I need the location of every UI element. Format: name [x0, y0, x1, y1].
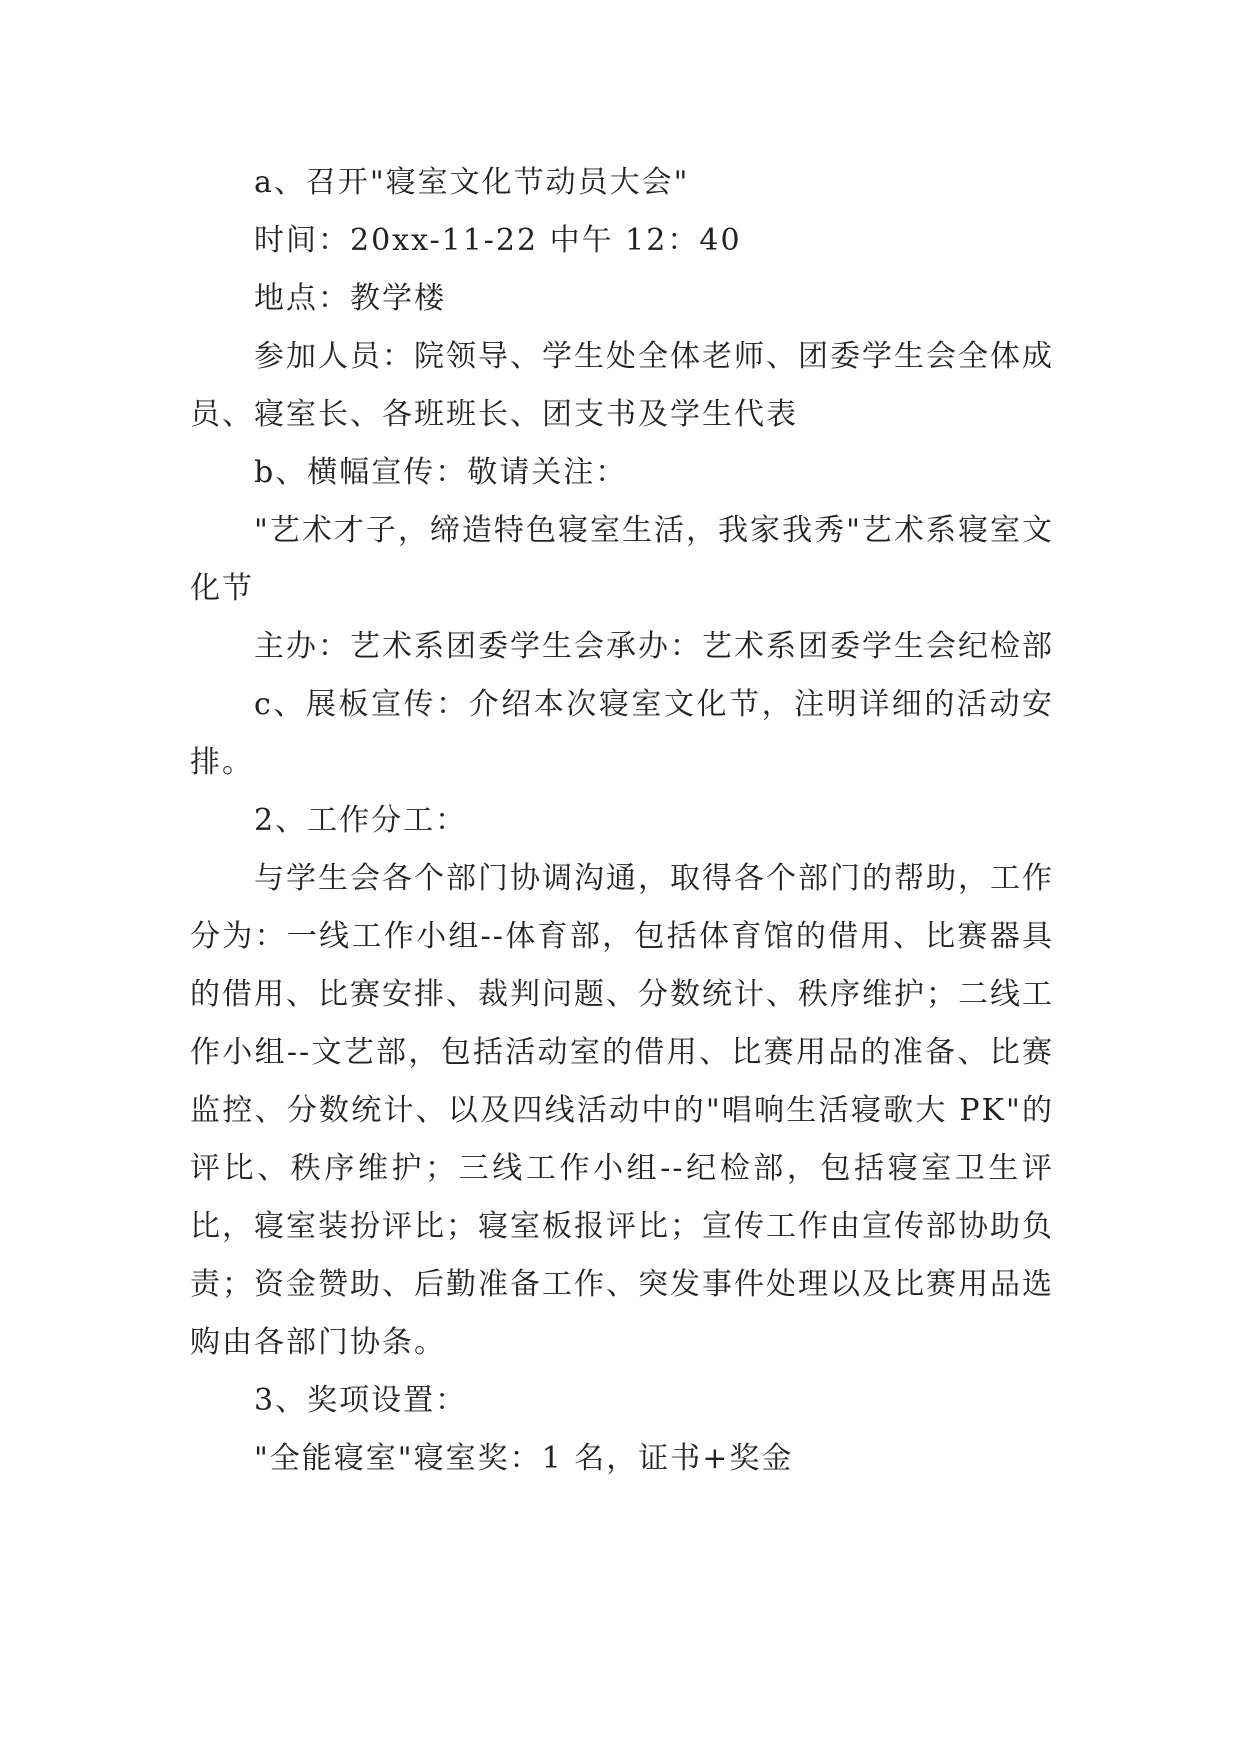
heading-awards: 3、奖项设置： [254, 1383, 468, 1418]
document-page [190, 154, 1054, 1488]
paragraph-time: 时间：20xx-11-22 中午 12：40 [254, 223, 742, 258]
paragraph-division-of-work: 与学生会各个部门协调沟通，取得各个部门的帮助，工作分为：一线工作小组--体育部，包括体育馆的借用、比赛器具的借用、比赛安排、裁判问题、分数统计、秩序维护；二线工作小组--文艺部，包括活动室的借用、比赛用品的准备、比赛监控、分数统计、以及四线活动中的"唱响生活寝歌大 PK"的评比、秩序维护；三线工作小组--纪检部，包括寝室卫生评比，寝室装扮评比；寝室板报评比；宣传工作由宣传部协助负责；资金赞助、后勤准备工作、突发事件处理以及比赛用品选购由各部门协条。 [190, 861, 1054, 1360]
paragraph-meeting: a、召开"寝室文化节动员大会" [254, 165, 690, 200]
paragraph-award-all-round: "全能寝室"寝室奖：1 名，证书+奖金 [254, 1441, 794, 1476]
paragraph-banner: b、横幅宣传：敬请关注： [254, 455, 628, 490]
paragraph-location: 地点：教学楼 [254, 281, 446, 316]
paragraph-display-board: c、展板宣传：介绍本次寝室文化节，注明详细的活动安排。 [190, 687, 1054, 780]
paragraph-slogan: "艺术才子，缔造特色寝室生活，我家我秀"艺术系寝室文化节 [190, 513, 1054, 606]
paragraph-participants: 参加人员：院领导、学生处全体老师、团委学生会全体成员、寝室长、各班班长、团支书及学生代表 [190, 339, 1054, 432]
paragraph-organizers: 主办：艺术系团委学生会承办：艺术系团委学生会纪检部 [254, 629, 1054, 664]
heading-division-of-work: 2、工作分工： [254, 803, 468, 838]
